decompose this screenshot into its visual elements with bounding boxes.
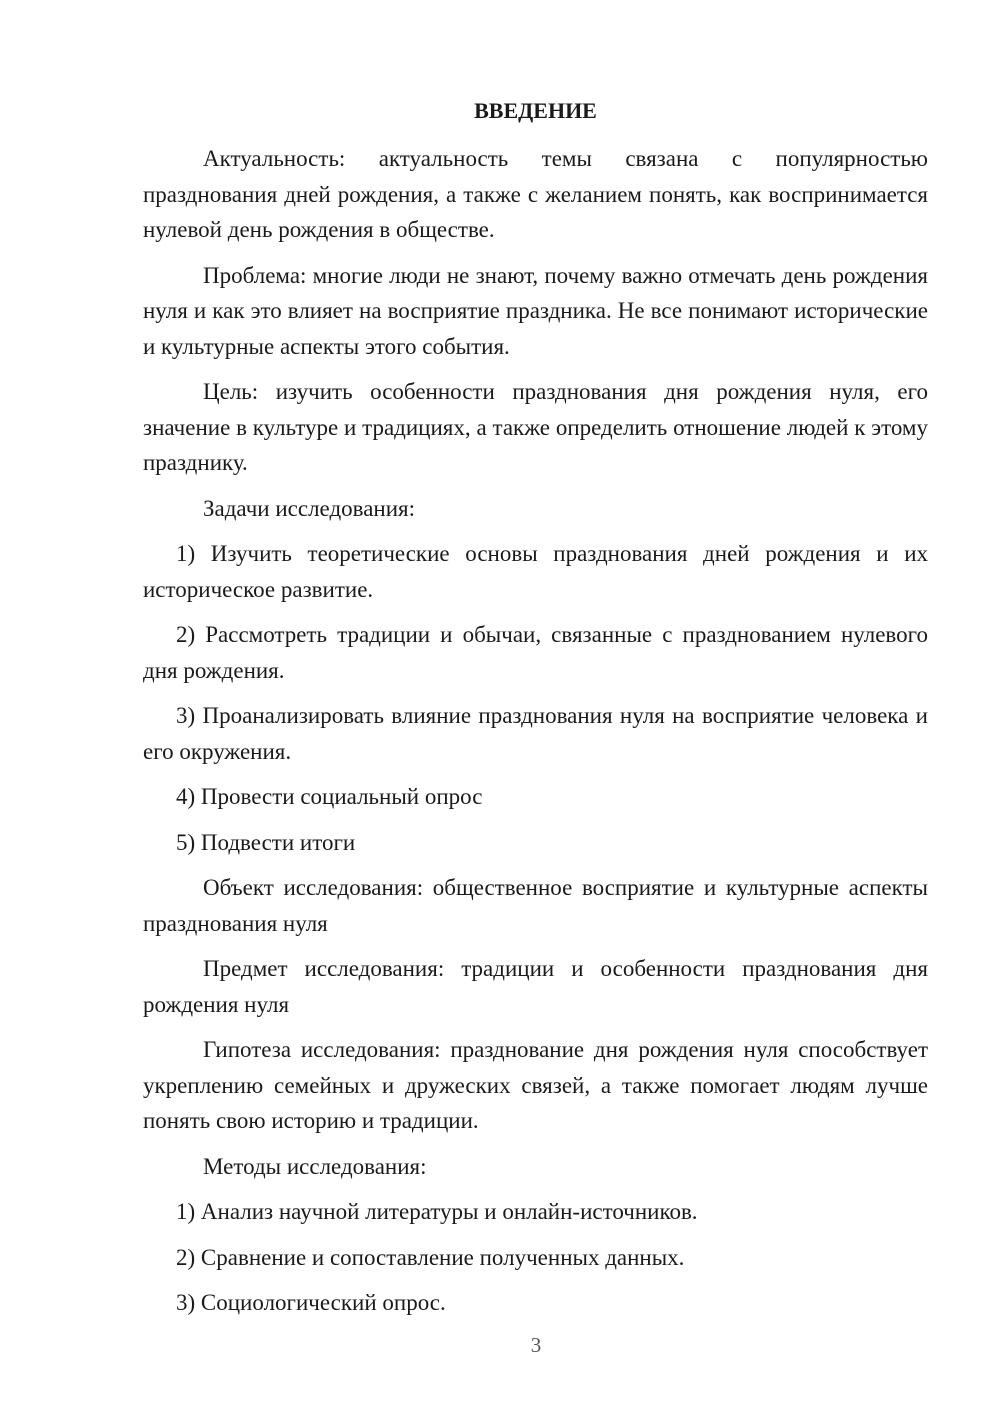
document-page [143,92,928,1331]
task-item-2: 2) Рассмотреть традиции и обычаи, связанные с празднованием нулевого дня рождения. [143,622,928,683]
subject-paragraph: Предмет исследования: традиции и особенности празднования дня рождения нуля [143,956,928,1017]
relevance-paragraph: Актуальность: актуальность темы связана с популярностью празднования дней рождения, а также с желанием понять, как воспринимается нулевой день рождения в обществе. [143,146,928,242]
task-item-1: 1) Изучить теоретические основы празднования дней рождения и их историческое развитие. [143,541,928,602]
method-item-1: 1) Анализ научной литературы и онлайн-источников. [176,1199,698,1224]
task-item-3: 3) Проанализировать влияние празднования нуля на восприятие человека и его окружения. [143,703,928,764]
object-paragraph: Объект исследования: общественное восприятие и культурные аспекты празднования нуля [143,875,928,936]
task-item-5: 5) Подвести итоги [176,829,356,855]
page-title: ВВЕДЕНИЕ [474,98,597,123]
method-item-3: 3) Социологический опрос. [176,1290,446,1315]
page-number: 3 [530,1333,542,1357]
task-item-4: 4) Провести социальный опрос [176,784,483,809]
problem-paragraph: Проблема: многие люди не знают, почему важно отмечать день рождения нуля и как это влияет на восприятие праздника. Не все понимают исторические и культурные аспекты этого события. [143,262,928,359]
methods-heading: Методы исследования: [203,1153,427,1179]
goal-paragraph: Цель: изучить особенности празднования дня рождения нуля, его значение в культуре и традициях, а также определить отношение людей к этому празднику. [143,379,928,475]
method-item-2: 2) Сравнение и сопоставление полученных данных. [176,1244,685,1270]
hypothesis-paragraph: Гипотеза исследования: празднование дня рождения нуля способствует укреплению семейных и дружеских связей, а также помогает людям лучше понять свою историю и традиции. [143,1037,928,1133]
tasks-heading: Задачи исследования: [203,495,416,521]
